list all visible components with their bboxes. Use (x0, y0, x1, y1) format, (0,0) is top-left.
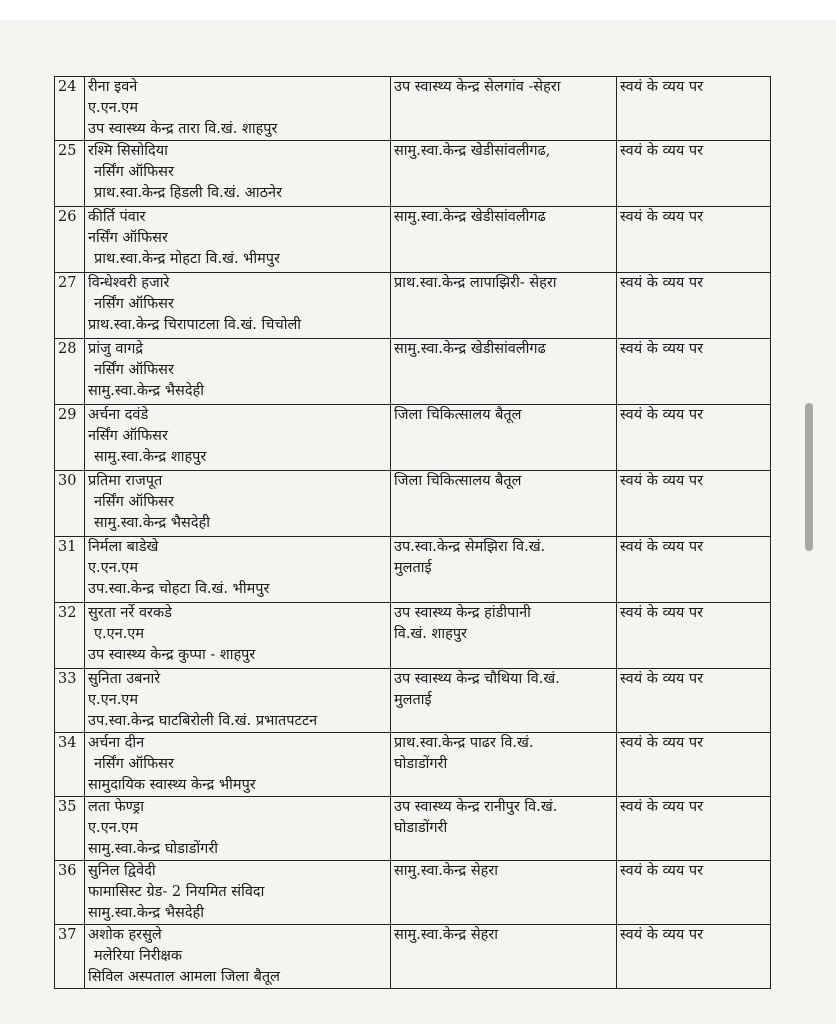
employee-cell (85, 797, 391, 861)
table-row (55, 471, 771, 537)
new-posting-cell (391, 273, 617, 339)
current-posting: सामु.स्वा.केन्द्र भैसदेही (88, 383, 204, 399)
serial-number: 36 (55, 861, 85, 925)
employee-name: सुरता नर्रे वरकडे (88, 605, 172, 621)
current-posting: सामु.स्वा.केन्द्र घोडाडोंगरी (88, 841, 219, 857)
transfer-table (54, 76, 771, 989)
serial-number: 24 (55, 77, 85, 141)
new-posting-line: उप स्वास्थ्य केन्द्र रानीपुर वि.खं. (394, 799, 558, 815)
new-posting-cell (391, 537, 617, 603)
employee-cell (85, 273, 391, 339)
table-row (55, 405, 771, 471)
new-posting-cell (391, 141, 617, 207)
employee-designation: ए.एन.एम (88, 692, 138, 708)
new-posting-line: घोडाडोंगरी (394, 820, 448, 836)
new-posting-cell (391, 207, 617, 273)
employee-designation: नर्सिंग ऑफिसर (88, 230, 168, 246)
serial-number: 29 (55, 405, 85, 471)
new-posting-line: प्राथ.स्वा.केन्द्र लापाझिरी- सेहरा (394, 275, 557, 291)
transfer-status: स्वयं के व्यय पर (617, 733, 771, 797)
employee-cell (85, 339, 391, 405)
employee-name: विन्धेश्वरी हजारे (88, 275, 170, 291)
current-posting: उप.स्वा.केन्द्र घाटबिरोली वि.खं. प्रभातपटटन (88, 713, 318, 729)
new-posting-cell (391, 733, 617, 797)
new-posting-line: सामु.स्वा.केन्द्र सेहरा (394, 927, 499, 943)
employee-cell (85, 471, 391, 537)
new-posting-cell (391, 77, 617, 141)
table-row (55, 339, 771, 405)
new-posting-line: घोडाडोंगरी (394, 756, 448, 772)
employee-cell (85, 925, 391, 989)
serial-number: 31 (55, 537, 85, 603)
new-posting-line: उप.स्वा.केन्द्र सेमझिरा वि.खं. (394, 539, 546, 555)
employee-name: रीना इवने (88, 79, 138, 95)
transfer-status: स्वयं के व्यय पर (617, 405, 771, 471)
new-posting-line: उप स्वास्थ्य केन्द्र चौथिया वि.खं. (394, 671, 560, 687)
serial-number: 28 (55, 339, 85, 405)
employee-designation: नर्सिंग ऑफिसर (94, 296, 174, 312)
new-posting-cell (391, 861, 617, 925)
new-posting-cell (391, 405, 617, 471)
employee-designation: मलेरिया निरीक्षक (94, 948, 182, 964)
transfer-status: स्वयं के व्यय पर (617, 207, 771, 273)
employee-cell (85, 733, 391, 797)
employee-name: कीर्ति पंवार (88, 209, 146, 225)
transfer-table-body (55, 77, 771, 989)
employee-name: लता फेण्ड्रा (88, 799, 145, 815)
employee-name: अर्चना दीन (88, 735, 145, 751)
current-posting: सामु.स्वा.केन्द्र भैसदेही (88, 905, 204, 921)
new-posting-cell (391, 925, 617, 989)
table-row (55, 861, 771, 925)
current-posting: प्राथ.स्वा.केन्द्र मोहटा वि.खं. भीमपुर (94, 251, 280, 267)
employee-cell (85, 207, 391, 273)
table-row (55, 207, 771, 273)
table-row (55, 273, 771, 339)
employee-designation: ए.एन.एम (88, 820, 138, 836)
serial-number: 37 (55, 925, 85, 989)
table-row (55, 77, 771, 141)
new-posting-cell (391, 471, 617, 537)
new-posting-line: प्राथ.स्वा.केन्द्र पाढर वि.खं. (394, 735, 534, 751)
transfer-status: स्वयं के व्यय पर (617, 537, 771, 603)
employee-designation: नर्सिंग ऑफिसर (94, 362, 174, 378)
transfer-status: स्वयं के व्यय पर (617, 77, 771, 141)
current-posting: प्राथ.स्वा.केन्द्र हिडली वि.खं. आठनेर (94, 185, 283, 201)
table-row (55, 797, 771, 861)
employee-name: प्रतिमा राजपूत (88, 473, 163, 489)
new-posting-cell (391, 339, 617, 405)
new-posting-line: सामु.स्वा.केन्द्र खेडीसांवलीगढ, (394, 143, 551, 159)
new-posting-line: जिला चिकित्सालय बैतूल (394, 473, 522, 489)
new-posting-line: मुलताई (394, 692, 432, 708)
employee-name: निर्मला बाडेखे (88, 539, 159, 555)
new-posting-line: उप स्वास्थ्य केन्द्र हांडीपानी (394, 605, 531, 621)
current-posting: सामुदायिक स्वास्थ्य केन्द्र भीमपुर (88, 777, 256, 793)
new-posting-line: मुलताई (394, 560, 432, 576)
serial-number: 25 (55, 141, 85, 207)
new-posting-line: उप स्वास्थ्य केन्द्र सेलगांव -सेहरा (394, 79, 561, 95)
transfer-status: स्वयं के व्यय पर (617, 339, 771, 405)
employee-designation: नर्सिंग ऑफिसर (94, 494, 174, 510)
new-posting-cell (391, 797, 617, 861)
transfer-status: स्वयं के व्यय पर (617, 273, 771, 339)
table-row (55, 925, 771, 989)
current-posting: उप स्वास्थ्य केन्द्र तारा वि.खं. शाहपुर (88, 121, 278, 137)
employee-cell (85, 537, 391, 603)
transfer-status: स्वयं के व्यय पर (617, 603, 771, 669)
new-posting-cell (391, 669, 617, 733)
table-row (55, 141, 771, 207)
new-posting-line: जिला चिकित्सालय बैतूल (394, 407, 522, 423)
table-row (55, 669, 771, 733)
serial-number: 35 (55, 797, 85, 861)
employee-cell (85, 77, 391, 141)
new-posting-line: वि.खं. शाहपुर (394, 626, 467, 642)
employee-name: अर्चना दवंडे (88, 407, 149, 423)
table-row (55, 537, 771, 603)
new-posting-line: सामु.स्वा.केन्द्र खेडीसांवलीगढ (394, 209, 546, 225)
current-posting: उप.स्वा.केन्द्र चोहटा वि.खं. भीमपुर (88, 581, 270, 597)
serial-number: 34 (55, 733, 85, 797)
employee-cell (85, 405, 391, 471)
current-posting: सामु.स्वा.केन्द्र शाहपुर (94, 449, 207, 465)
employee-name: सुनिल द्विवेदी (88, 863, 156, 879)
employee-designation: नर्सिंग ऑफिसर (94, 164, 174, 180)
employee-designation: ए.एन.एम (94, 626, 144, 642)
employee-cell (85, 669, 391, 733)
employee-name: सुनिता उबनारे (88, 671, 161, 687)
transfer-status: स्वयं के व्यय पर (617, 925, 771, 989)
employee-designation: ए.एन.एम (88, 100, 138, 116)
table-row (55, 733, 771, 797)
transfer-status: स्वयं के व्यय पर (617, 141, 771, 207)
top-band (0, 0, 836, 20)
employee-name: प्रांजु वागद्रे (88, 341, 144, 357)
employee-designation: फामासिस्ट ग्रेड- 2 नियमित संविदा (88, 884, 265, 900)
new-posting-line: सामु.स्वा.केन्द्र खेडीसांवलीगढ (394, 341, 546, 357)
employee-designation: नर्सिंग ऑफिसर (88, 428, 168, 444)
serial-number: 26 (55, 207, 85, 273)
employee-name: अशोक हरसुले (88, 927, 162, 943)
employee-designation: नर्सिंग ऑफिसर (94, 756, 174, 772)
employee-cell (85, 141, 391, 207)
transfer-status: स्वयं के व्यय पर (617, 471, 771, 537)
current-posting: उप स्वास्थ्य केन्द्र कुप्पा - शाहपुर (88, 647, 256, 663)
current-posting: सिविल अस्पताल आमला जिला बैतूल (88, 969, 281, 985)
employee-cell (85, 603, 391, 669)
scrollbar-thumb[interactable] (805, 403, 813, 551)
employee-cell (85, 861, 391, 925)
serial-number: 27 (55, 273, 85, 339)
transfer-status: स्वयं के व्यय पर (617, 797, 771, 861)
current-posting: सामु.स्वा.केन्द्र भैसदेही (94, 515, 210, 531)
transfer-status: स्वयं के व्यय पर (617, 669, 771, 733)
serial-number: 33 (55, 669, 85, 733)
employee-name: रश्मि सिसोदिया (88, 143, 168, 159)
serial-number: 30 (55, 471, 85, 537)
table-row (55, 603, 771, 669)
new-posting-line: सामु.स्वा.केन्द्र सेहरा (394, 863, 499, 879)
current-posting: प्राथ.स्वा.केन्द्र चिरापाटला वि.खं. चिचोली (88, 317, 302, 333)
new-posting-cell (391, 603, 617, 669)
serial-number: 32 (55, 603, 85, 669)
transfer-status: स्वयं के व्यय पर (617, 861, 771, 925)
employee-designation: ए.एन.एम (88, 560, 138, 576)
